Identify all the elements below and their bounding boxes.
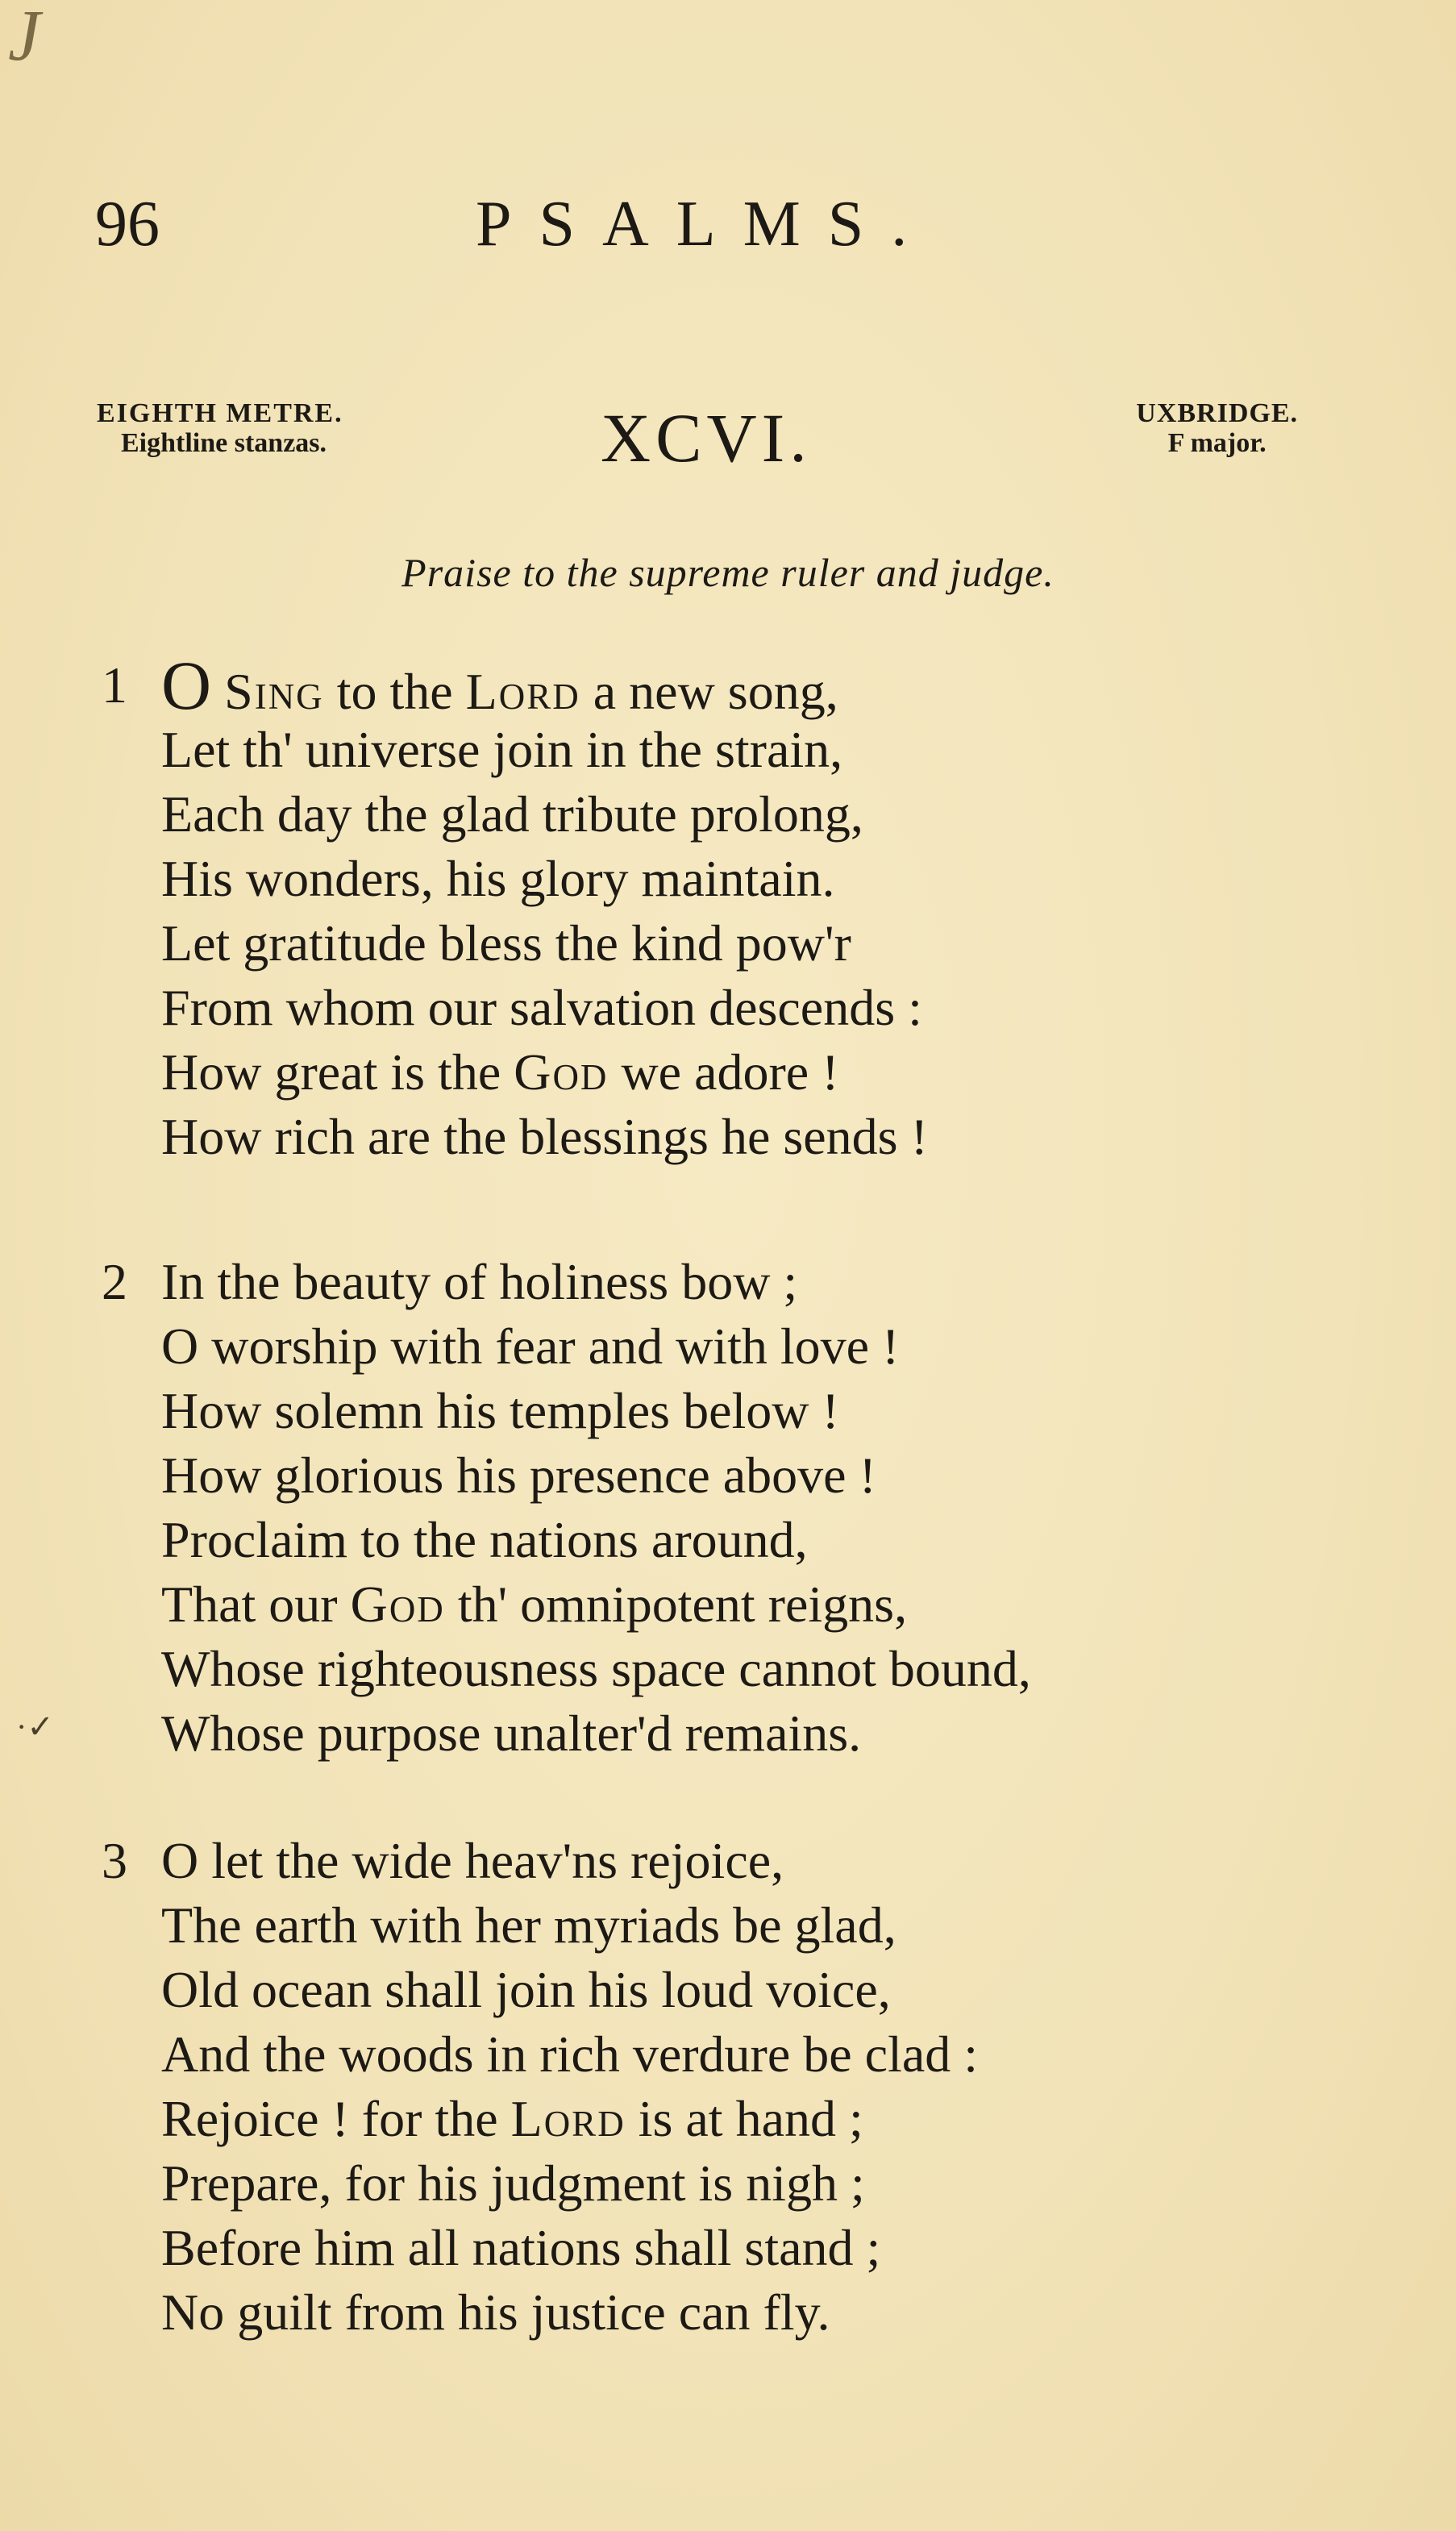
verse-text: That our: [161, 1576, 351, 1633]
tune-note: [1136, 398, 1298, 458]
verse-line: No guilt from his justice can fly.: [161, 2283, 830, 2341]
verse-line: Old ocean shall join his loud voice,: [161, 1961, 891, 2018]
psalm-header: [0, 398, 1456, 487]
verse-line: His wonders, his glory maintain.: [161, 850, 835, 907]
small-caps-word: God: [350, 1576, 445, 1633]
stanza-number: 1: [102, 656, 127, 714]
corner-pencil-mark: J: [8, 0, 40, 76]
verse-line: How solemn his temples below !: [161, 1382, 839, 1439]
verse-line: O worship with fear and with love !: [161, 1318, 900, 1375]
verse-text: [211, 663, 224, 720]
tune-key: F major.: [1167, 428, 1267, 458]
verse-line: [161, 1040, 839, 1105]
tune-name: UXBRIDGE.: [1136, 398, 1298, 428]
verse-line: Before him all nations shall stand ;: [161, 2219, 881, 2276]
verse-line: Prepare, for his judgment is nigh ;: [161, 2154, 865, 2212]
verse-text: a new song,: [580, 663, 838, 720]
page-number: 96: [95, 189, 160, 260]
verse-line: From whom our salvation descends :: [161, 979, 922, 1036]
small-caps-word: God: [514, 1043, 609, 1101]
verse-text: Rejoice ! for the: [161, 2090, 511, 2147]
small-caps-word: Lord: [465, 663, 580, 720]
small-caps-word: Lord: [510, 2090, 626, 2147]
initial-letter: O: [161, 647, 212, 724]
verse-line: [161, 647, 838, 724]
verse-line: In the beauty of holiness bow ;: [161, 1253, 798, 1310]
small-caps-word: Sing: [224, 663, 324, 720]
verse-line: Let gratitude bless the kind pow'r: [161, 914, 851, 972]
verse-text: to the: [323, 663, 466, 720]
running-title: PSALMS.: [476, 189, 935, 260]
verse-text: we adore !: [608, 1043, 839, 1101]
metre-name: EIGHTH METRE.: [97, 398, 343, 428]
psalm-subtitle: Praise to the supreme ruler and judge.: [401, 550, 1055, 595]
verse-line: Let th' universe join in the strain,: [161, 721, 843, 778]
running-head: [0, 184, 1456, 264]
metre-note: [97, 398, 343, 458]
verse-line: How rich are the blessings he sends !: [161, 1108, 928, 1165]
psalm-number: XCVI.: [601, 399, 812, 477]
verse-line: Whose purpose unalter'd remains.: [161, 1705, 862, 1762]
verse-line: And the woods in rich verdure be clad :: [161, 2025, 979, 2083]
verse-line: Whose righteousness space cannot bound,: [161, 1640, 1031, 1697]
verse-line: The earth with her myriads be glad,: [161, 1896, 896, 1954]
verse-text: is at hand ;: [625, 2090, 863, 2147]
metre-stanza-form: Eightline stanzas.: [121, 428, 327, 458]
verse-text: How great is the: [161, 1043, 514, 1101]
verse-line: How glorious his presence above !: [161, 1447, 876, 1504]
verse-line: Proclaim to the nations around,: [161, 1511, 808, 1568]
stanza-number: 3: [102, 1832, 127, 1889]
verse-line: O let the wide heav'ns rejoice,: [161, 1832, 784, 1889]
verse-text: th' omnipotent reigns,: [444, 1576, 908, 1633]
verse-line: [161, 2087, 863, 2151]
margin-mark: ·✓: [16, 1709, 54, 1745]
verse-line: Each day the glad tribute prolong,: [161, 785, 863, 843]
stanza-number: 2: [102, 1253, 127, 1310]
verse-line: [161, 1572, 907, 1637]
